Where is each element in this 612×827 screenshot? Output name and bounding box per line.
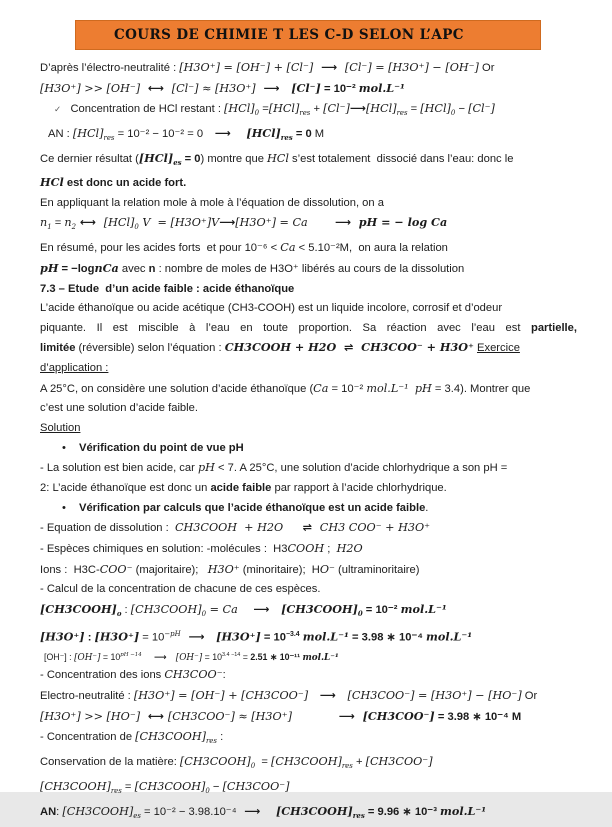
text-segment: = [255, 756, 272, 769]
header-banner [75, 20, 541, 50]
text-segment: CH3COOH + H2O [174, 521, 284, 535]
text-line-18 [40, 419, 577, 439]
text-segment: O⁻ [319, 562, 335, 576]
text-segment: - La solution est bien acide, car [40, 462, 198, 475]
text-segment: < 7. A 25°C, une solution d’acide chlorhydrique a son pH = [214, 462, 508, 475]
text-segment: pH −14 [120, 652, 142, 659]
text-segment: = 10⁻² − 3.98.10⁻⁴ [140, 805, 237, 818]
text-segment: L’acide éthanoïque ou acide acétique (CH3-COOH) est un liquide incolore, corrosif et d’odeur [40, 302, 503, 315]
text-segment: c’est une solution d’acide faible. [40, 402, 198, 415]
text-segment: [Cl⁻] [323, 102, 350, 116]
text-line-27 [40, 600, 577, 625]
text-line-13 [40, 319, 577, 339]
text-segment: o [116, 609, 122, 619]
text-segment: −pH [164, 629, 181, 638]
text-segment: = −log [58, 262, 95, 275]
text-segment: 1 [47, 223, 52, 232]
text-segment: [OH⁻] : [44, 652, 75, 663]
text-segment: mol.L⁻¹ [440, 803, 487, 818]
text-segment: = 10 [260, 631, 286, 644]
text-segment: res [396, 109, 408, 118]
text-segment: [CH3COOH] [135, 730, 206, 744]
text-segment: [CH3COO⁻] [365, 755, 433, 769]
text-segment: pH [40, 260, 59, 275]
text-segment: = [407, 103, 421, 116]
text-line-26 [40, 580, 577, 600]
text-segment: n [40, 216, 48, 230]
text-segment: [OH⁻] [74, 653, 101, 664]
text-segment: [HCl] [365, 102, 397, 116]
text-segment: : nombre de moles de H3O⁺ libérés au cours de la dissolution [155, 262, 465, 275]
text-segment: = [259, 103, 269, 116]
text-line-29 [44, 648, 577, 665]
text-segment: 0 [250, 762, 256, 771]
text-segment: Solution [40, 422, 81, 435]
text-segment: [Cl⁻] [468, 102, 495, 116]
text-line-14 [40, 338, 577, 359]
text-segment: [OH⁻] [175, 653, 203, 664]
text-segment: ⟶ [308, 688, 348, 702]
text-segment: V = [H3O⁺]V [138, 216, 220, 230]
text-segment: Ce dernier résultat ( [40, 153, 139, 166]
text-segment: partielle, [530, 321, 577, 334]
text-segment: Vérification par calculs que l’acide éthanoïque est un acide faible [79, 501, 426, 514]
text-segment: = 10⁻² [320, 82, 359, 95]
text-line-23 [40, 518, 577, 539]
text-segment: [H3O⁺] [94, 629, 140, 644]
text-segment: ⟷ [140, 81, 172, 95]
text-segment: Or [478, 62, 495, 74]
text-segment: ⟶ [313, 61, 345, 74]
text-segment: = 10 [100, 652, 121, 663]
text-segment: − [209, 780, 223, 793]
text-segment: piquante. Il est miscible à l’eau en toute proportion. Sa réaction avec l’eau est [40, 321, 531, 334]
text-segment: [CH3COOH] [134, 779, 206, 793]
text-segment: [CH3COOH] [40, 602, 117, 616]
text-segment: = 0 [292, 128, 312, 141]
text-segment: d’application : [40, 362, 109, 375]
text-segment: ) montre que [200, 153, 268, 166]
text-segment: Vérification du point de vue pH [79, 441, 244, 454]
text-segment: - Espèces chimiques en solution: -molécules : H3 [40, 543, 288, 556]
text-line-6 [40, 173, 577, 194]
text-segment: + [352, 756, 366, 769]
text-segment: [H3O⁺] >> [OH⁻] [40, 81, 141, 95]
text-segment: pH = − log Ca [358, 215, 448, 230]
text-segment: −3.4 [285, 630, 300, 638]
text-segment: mol.L⁻¹ [366, 381, 409, 395]
text-segment: [CH3COOH] [62, 804, 134, 818]
text-segment: [HCl] [268, 102, 300, 116]
text-segment: [CH3COO⁻] [222, 779, 290, 793]
text-segment: [HCl] [138, 151, 174, 166]
text-segment: [CH3COO⁻] = [H3O⁺] − [HO⁻] [347, 688, 522, 702]
text-segment: : [121, 604, 131, 616]
text-segment: = [240, 652, 251, 663]
text-segment: n [64, 216, 72, 230]
text-line-11 [40, 280, 577, 300]
text-segment: = 3.4). Montrer que [431, 382, 531, 395]
text-segment: ⟶ [349, 102, 366, 116]
text-segment: ⟶ [237, 603, 282, 616]
text-segment: : [84, 631, 95, 644]
text-segment: Electro-neutralité : [40, 689, 134, 702]
text-segment: = 10 [202, 652, 222, 663]
text-segment: est donc un acide fort. [63, 176, 187, 189]
text-segment: [CH3COO⁻] ≈ [H3O⁺] [167, 709, 292, 723]
text-segment: - Equation de dissolution : [40, 522, 175, 535]
text-segment: pH [414, 381, 432, 395]
text-line-22 [62, 499, 577, 519]
text-segment: res [205, 737, 217, 746]
text-segment: res [341, 762, 353, 771]
text-segment: CH3COO⁻ + H3O⁺ [361, 340, 474, 355]
text-segment: = 10 [139, 631, 165, 644]
text-segment: res [352, 811, 365, 821]
text-segment: avec [118, 262, 149, 275]
text-segment: AN : [48, 128, 73, 141]
text-segment: CH3COOH + H2O [224, 340, 337, 355]
text-line-31 [40, 686, 577, 707]
text-segment: HCl [40, 174, 64, 189]
text-segment: Or [521, 689, 538, 702]
text-segment: D’après l’électro-neutralité : [40, 62, 180, 74]
text-line-36 [40, 802, 577, 827]
text-line-17 [40, 399, 577, 419]
text-segment: 2 [71, 223, 77, 232]
text-segment: = 3.98 ∗ 10⁻⁴ [348, 631, 427, 644]
text-segment: [H3O⁺] [216, 629, 261, 644]
text-segment: = [51, 217, 65, 230]
text-line-1 [40, 58, 577, 79]
text-segment: = 10⁻² − 10⁻² = 0 [114, 128, 204, 141]
text-segment: [HCl] [224, 102, 255, 116]
text-segment: [HCl] [103, 216, 135, 230]
text-segment: ✓ [54, 104, 62, 115]
text-line-35 [40, 777, 577, 802]
text-line-10 [40, 259, 577, 280]
text-segment: mol.L⁻¹ [426, 629, 473, 644]
text-segment: [Cl⁻] [291, 80, 321, 95]
text-segment: Exercice [477, 342, 520, 355]
text-segment: AN [40, 805, 57, 818]
text-segment: ⟷ [140, 709, 168, 723]
text-segment: ⇌ [336, 341, 362, 355]
document-title: COURS DE CHIMIE T LES C-D SELON L’APC [114, 27, 464, 43]
text-segment: ⟶ [236, 804, 276, 818]
text-segment: [CH3COOH] [281, 602, 358, 616]
text-segment: 0 [205, 787, 210, 796]
text-line-9 [40, 238, 577, 259]
text-segment: H2O [336, 542, 363, 556]
text-segment: ⟶ [141, 653, 176, 664]
text-segment: (réversible) selon l’équation : [75, 342, 225, 355]
text-segment: • [62, 501, 66, 514]
text-segment: Ca [313, 381, 329, 395]
text-segment: + [310, 103, 324, 116]
text-segment: Ca [102, 260, 119, 275]
text-segment: = 3.98 ∗ 10⁻⁴ M [434, 710, 522, 723]
text-segment: mol.L⁻¹ [400, 602, 447, 616]
text-segment: [CH3COOH] [130, 603, 202, 616]
text-segment: 3.4 −14 [222, 652, 241, 659]
text-segment: − [455, 103, 469, 116]
text-line-30 [40, 665, 577, 686]
text-segment: [HCl] [246, 126, 281, 141]
text-segment: HCl [267, 152, 289, 166]
text-segment: ⟶ [219, 216, 236, 230]
text-line-21 [40, 479, 577, 499]
text-segment: par rapport à l’acide chlorhydrique. [271, 482, 447, 495]
text-segment: < 5.10⁻²M, on aura la relation [295, 242, 448, 255]
text-segment: : [222, 669, 226, 682]
text-segment: acide faible [210, 482, 272, 495]
text-line-15 [40, 359, 577, 379]
text-segment: CH3COO⁻ [164, 668, 223, 682]
text-segment: En appliquant la relation mole à mole à l’équation de dissolution, on a [40, 196, 384, 209]
text-line-25 [40, 560, 577, 581]
text-segment: ⟶ [255, 81, 292, 95]
text-segment: [HCl] [420, 102, 451, 116]
text-segment: H3O⁺ [207, 562, 240, 576]
text-line-7 [40, 194, 577, 214]
text-line-12 [40, 299, 577, 319]
text-segment: [H3O⁺] = [OH⁻] + [CH3COO⁻] [133, 688, 309, 702]
text-segment: 0 [201, 610, 207, 619]
text-segment: 0 [357, 609, 363, 619]
text-segment: CH3 COO⁻ + H3O⁺ [319, 521, 431, 535]
text-segment: 0 [134, 223, 139, 232]
text-segment: Ca [280, 241, 296, 255]
text-segment: 2.51 ∗ 10⁻¹¹ [250, 652, 303, 663]
text-segment: 0 [254, 109, 260, 118]
text-segment: En résumé, pour les acides forts et pour 10⁻⁶ < [40, 242, 281, 255]
text-segment: [CH3COOH] [40, 779, 111, 793]
text-line-5 [40, 149, 577, 173]
text-line-2 [40, 79, 577, 100]
text-segment: Concentration de HCl restant : [61, 103, 225, 116]
text-segment: ⟷ [76, 216, 104, 230]
text-line-24 [40, 539, 577, 560]
text-segment: : [56, 805, 63, 818]
document-body [40, 58, 577, 821]
text-segment: [H3O⁺] [40, 629, 85, 644]
text-segment: (minoritaire); H [239, 563, 320, 576]
text-segment: = 0 [181, 153, 201, 166]
text-line-16 [40, 379, 577, 400]
text-segment: [CH3COO⁻] [362, 708, 435, 723]
text-line-32 [40, 707, 577, 728]
text-segment: (majoritaire); [132, 563, 208, 576]
text-line-28 [40, 625, 577, 648]
text-segment: ⟶ [291, 709, 363, 723]
text-line-4 [48, 124, 577, 149]
text-segment: ⟶ [203, 127, 247, 141]
text-segment: M [311, 128, 325, 141]
text-segment: • [62, 441, 66, 454]
text-segment: [CH3COOH] [271, 755, 342, 769]
text-segment: [Cl⁻] = [H3O⁺] − [OH⁻] [344, 61, 479, 74]
text-segment: limitée [40, 342, 76, 355]
text-segment: Conservation de la matière: [40, 756, 180, 769]
text-line-33 [40, 727, 577, 752]
text-segment: es [173, 158, 182, 168]
text-segment: = Ca [206, 603, 238, 616]
text-segment: mol.L⁻¹ [302, 629, 349, 644]
text-segment: (ultraminoritaire) [334, 563, 420, 576]
text-segment: mol.L⁻¹ [358, 80, 405, 95]
text-segment: : [216, 731, 224, 744]
text-segment: 2: L’acide éthanoïque est donc un [40, 482, 211, 495]
text-segment: . [425, 501, 429, 514]
text-segment: [Cl⁻] ≈ [H3O⁺] [171, 81, 256, 95]
text-segment: [H3O⁺] = [OH⁻] + [Cl⁻] [179, 61, 314, 74]
text-segment: s’est totalement dissocié dans l’eau: donc le [288, 153, 514, 166]
text-segment: COO⁻ [99, 562, 133, 576]
text-segment: ; [324, 543, 337, 556]
text-segment: Ions : H3C- [40, 563, 100, 576]
text-segment: mol.L⁻¹ [302, 653, 339, 664]
text-segment: [H3O⁺] >> [HO⁻] [40, 709, 141, 723]
text-segment: 7.3 – Etude d’un acide faible : acide éthanoïque [40, 282, 295, 295]
text-segment: res [280, 133, 293, 143]
text-segment: - Concentration des ions [40, 669, 165, 682]
text-segment: COOH [287, 542, 325, 556]
text-line-19 [62, 439, 577, 459]
text-segment: A 25°C, on considère une solution d’acide éthanoïque ( [40, 382, 314, 395]
text-segment: [CH3COOH] [275, 803, 353, 818]
text-segment: ⟶ [180, 630, 217, 644]
text-segment: - Calcul de la concentration de chacune de ces espèces. [40, 583, 321, 596]
text-segment: = 10⁻² [362, 604, 401, 616]
text-segment: n [94, 260, 103, 275]
text-segment: res [103, 134, 115, 143]
text-line-20 [40, 458, 577, 479]
text-segment: pH [197, 461, 215, 475]
text-segment: res [110, 787, 122, 796]
text-segment: 0 [450, 109, 456, 118]
text-segment: es [133, 812, 141, 821]
text-segment: = 9.96 ∗ 10⁻³ [364, 805, 441, 818]
text-segment: n [148, 262, 156, 275]
text-segment: [CH3COOH] [179, 755, 251, 769]
text-segment: res [299, 109, 311, 118]
text-line-3 [54, 99, 577, 124]
text-segment: ⟶ [307, 216, 359, 230]
text-segment: - Concentration de [40, 731, 136, 744]
text-line-34 [40, 752, 577, 777]
text-segment: = 10⁻² [328, 382, 367, 395]
text-segment: [H3O⁺] = Ca [235, 216, 308, 230]
text-segment: ⇌ [283, 521, 320, 535]
text-segment: = [121, 780, 135, 793]
text-line-8 [40, 213, 577, 238]
text-segment: [HCl] [72, 127, 104, 141]
